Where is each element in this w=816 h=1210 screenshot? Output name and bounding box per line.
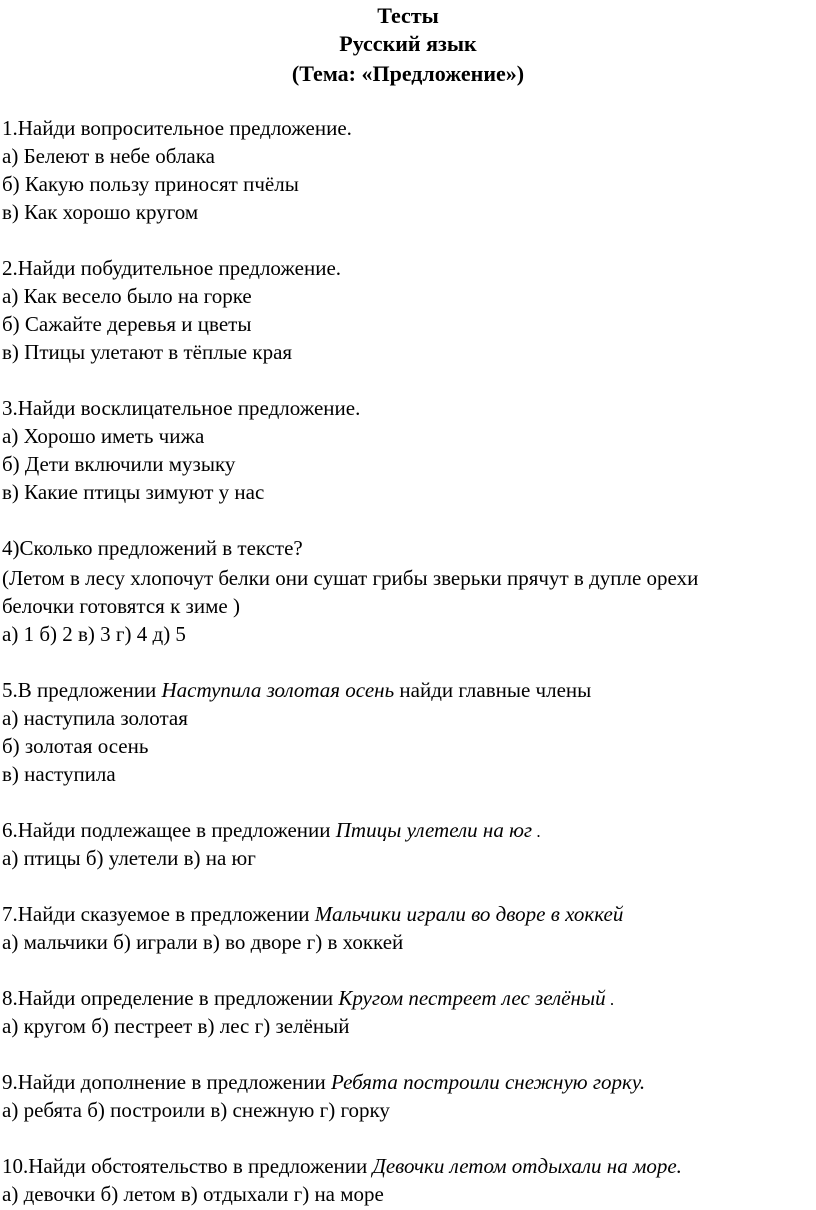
question-6	[2, 816, 541, 846]
doc-title: Тесты	[377, 3, 439, 28]
q1-option-b: б) Какую пользу приносят пчёлы	[2, 172, 299, 196]
q10-sentence: Девочки летом отдыхали на море.	[372, 1154, 682, 1178]
question-2: 2.Найди побудительное предложение.	[2, 256, 342, 280]
question-1: 1.Найди вопросительное предложение.	[2, 116, 352, 140]
q3-option-c: в) Какие птицы зимуют у нас	[2, 480, 265, 504]
q6-suffix: .	[532, 822, 541, 841]
q8-sentence: Кругом пестреет лес зелёный	[338, 986, 606, 1010]
q7-options: а) мальчики б) играли в) во дворе г) в хоккей	[2, 930, 404, 954]
q3-option-b: б) Дети включили музыку	[2, 452, 236, 476]
q2-option-c: в) Птицы улетают в тёплые края	[2, 340, 293, 364]
question-9	[2, 1068, 645, 1096]
q8-suffix: .	[605, 990, 615, 1009]
q4-options: а) 1 б) 2 в) 3 г) 4 д) 5	[2, 622, 186, 646]
q4-text-line-2: белочки готовятся к зиме )	[2, 594, 240, 618]
q6-options: а) птицы б) улетели в) на юг	[2, 846, 256, 870]
q9-options: а) ребята б) построили в) снежную г) горку	[2, 1098, 390, 1122]
q6-sentence: Птицы улетели на юг	[335, 818, 533, 842]
q5-option-c: в) наступила	[2, 762, 116, 786]
q5-sentence: Наступила золотая осень	[161, 678, 395, 702]
doc-topic: (Тема: «Предложение»)	[291, 61, 525, 86]
q5-option-a: а) наступила золотая	[2, 706, 188, 730]
doc-subject: Русский язык	[339, 31, 477, 56]
q7-sentence: Мальчики играли во дворе в хоккей	[314, 902, 624, 926]
q1-option-a: а) Белеют в небе облака	[2, 144, 215, 168]
question-10	[2, 1152, 682, 1180]
question-7	[2, 900, 623, 928]
q7-prefix: 7.Найди сказуемое в предложении	[2, 902, 315, 926]
q8-prefix: 8.Найди определение в предложении	[2, 986, 339, 1010]
q5-prefix: 5.В предложении	[2, 678, 162, 702]
q3-option-a: а) Хорошо иметь чижа	[2, 424, 205, 448]
question-4: 4)Сколько предложений в тексте?	[2, 536, 303, 560]
q10-options: а) девочки б) летом в) отдыхали г) на море	[2, 1182, 384, 1206]
question-5	[2, 676, 591, 704]
q6-prefix: 6.Найди подлежащее в предложении	[2, 818, 336, 842]
q9-sentence: Ребята построили снежную горку.	[331, 1070, 646, 1094]
q5-option-b: б) золотая осень	[2, 734, 149, 758]
q2-option-a: а) Как весело было на горке	[2, 284, 252, 308]
q2-option-b: б) Сажайте деревья и цветы	[2, 312, 252, 336]
question-8	[2, 984, 614, 1014]
q8-options: а) кругом б) пестреет в) лес г) зелёный	[2, 1014, 350, 1038]
q5-suffix: найди главные члены	[394, 678, 592, 702]
q9-prefix: 9.Найди дополнение в предложении	[2, 1070, 331, 1094]
question-3: 3.Найди восклицательное предложение.	[2, 396, 361, 420]
q10-prefix: 10.Найди обстоятельство в предложении	[2, 1154, 373, 1178]
q1-option-c: в) Как хорошо кругом	[2, 200, 199, 224]
q4-text-line-1: (Летом в лесу хлопочут белки они сушат грибы зверьки прячут в дупле орехи	[2, 566, 699, 590]
